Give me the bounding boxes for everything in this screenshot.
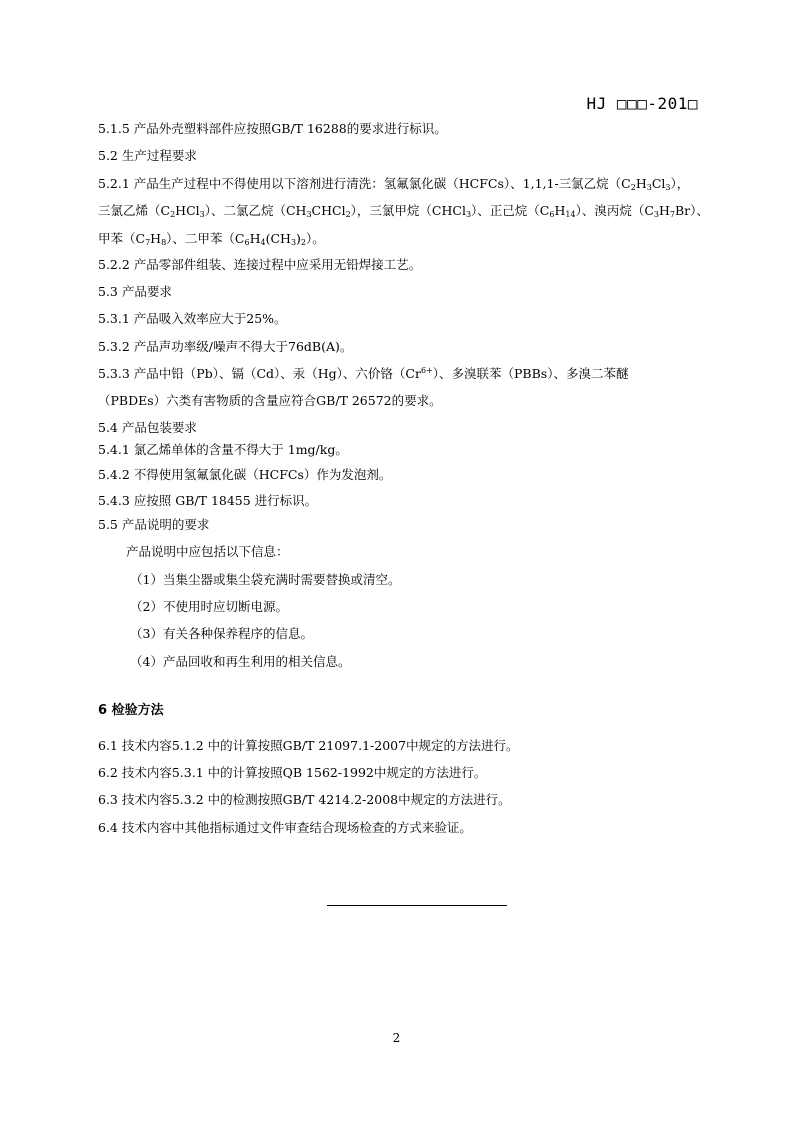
clause-5-2-1-line-1: 5.2.1 产品生产过程中不得使用以下溶剂进行清洗：氢氟氯化碳（HCFCs）、1,1,1-三氯乙烷$(C_2H_3Cl_3)$， [98, 176, 690, 192]
heading-5-2: 5.2 生产过程要求 [98, 148, 197, 163]
instructions-item-2: （2）不使用时应切断电源。 [130, 599, 288, 614]
clause-5-3-2: 5.3.2 产品声功率级/噪声不得大于76dB(A)。 [98, 339, 353, 354]
end-of-text-rule [327, 905, 507, 906]
instructions-intro: 产品说明中应包括以下信息： [126, 544, 289, 559]
clause-5-2-1-line-3: 甲苯$(C_7H_8)$、二甲苯$(C_6H_4(CH_3)_2)$。 [98, 231, 325, 247]
instructions-item-1: （1）当集尘器或集尘袋充满时需要替换或清空。 [130, 572, 401, 587]
section-6-heading: 6 检验方法 [98, 703, 164, 718]
instructions-item-3: （3）有关各种保养程序的信息。 [130, 626, 313, 641]
heading-5-5: 5.5 产品说明的要求 [98, 517, 210, 532]
heading-5-3: 5.3 产品要求 [98, 284, 172, 299]
clause-5-3-3-line-2: （PBDEs）六类有害物质的含量应符合GB/T 26572的要求。 [98, 393, 442, 408]
clause-5-1-5: 5.1.5 产品外壳塑料部件应按照GB/T 16288的要求进行标识。 [98, 121, 447, 136]
page-number: 2 [392, 1031, 401, 1045]
clause-5-3-1: 5.3.1 产品吸入效率应大于25%。 [98, 311, 287, 326]
instructions-item-4: （4）产品回收和再生利用的相关信息。 [130, 654, 351, 669]
document-code-header: HJ □□□-201□ [586, 94, 698, 113]
clause-6-1: 6.1 技术内容5.1.2 中的计算按照GB/T 21097.1-2007中规定的方法进行。 [98, 738, 519, 753]
clause-6-3: 6.3 技术内容5.3.2 中的检测按照GB/T 4214.2-2008中规定的方法进行。 [98, 792, 511, 807]
clause-5-4-1: 5.4.1 氯乙烯单体的含量不得大于 1mg/kg。 [98, 442, 348, 457]
clause-5-4-2: 5.4.2 不得使用氢氟氯化碳（HCFCs）作为发泡剂。 [98, 467, 392, 482]
clause-6-4: 6.4 技术内容中其他指标通过文件审查结合现场检查的方式来验证。 [98, 820, 472, 835]
clause-5-4-3: 5.4.3 应按照 GB/T 18455 进行标识。 [98, 493, 318, 508]
heading-5-4: 5.4 产品包装要求 [98, 420, 197, 435]
clause-5-3-3-line-1: 5.3.3 产品中铅（Pb）、镉（Cd）、汞（Hg）、六价铬$(Cr^{6+})$、多溴联苯（PBBs）、多溴二苯醚 [98, 366, 629, 381]
clause-5-2-2: 5.2.2 产品零部件组装、连接过程中应采用无铅焊接工艺。 [98, 257, 422, 272]
clause-6-2: 6.2 技术内容5.3.1 中的计算按照QB 1562-1992中规定的方法进行。 [98, 765, 487, 780]
clause-5-2-1-line-2: 三氯乙烯$(C_2HCl_3)$、二氯乙烷$(CH_3CHCl_2)$，三氯甲烷（CHCl$_3$）、正己烷$(C_6H_{14})$、溴丙烷$(C_3H_7Br)$、 [98, 203, 709, 219]
